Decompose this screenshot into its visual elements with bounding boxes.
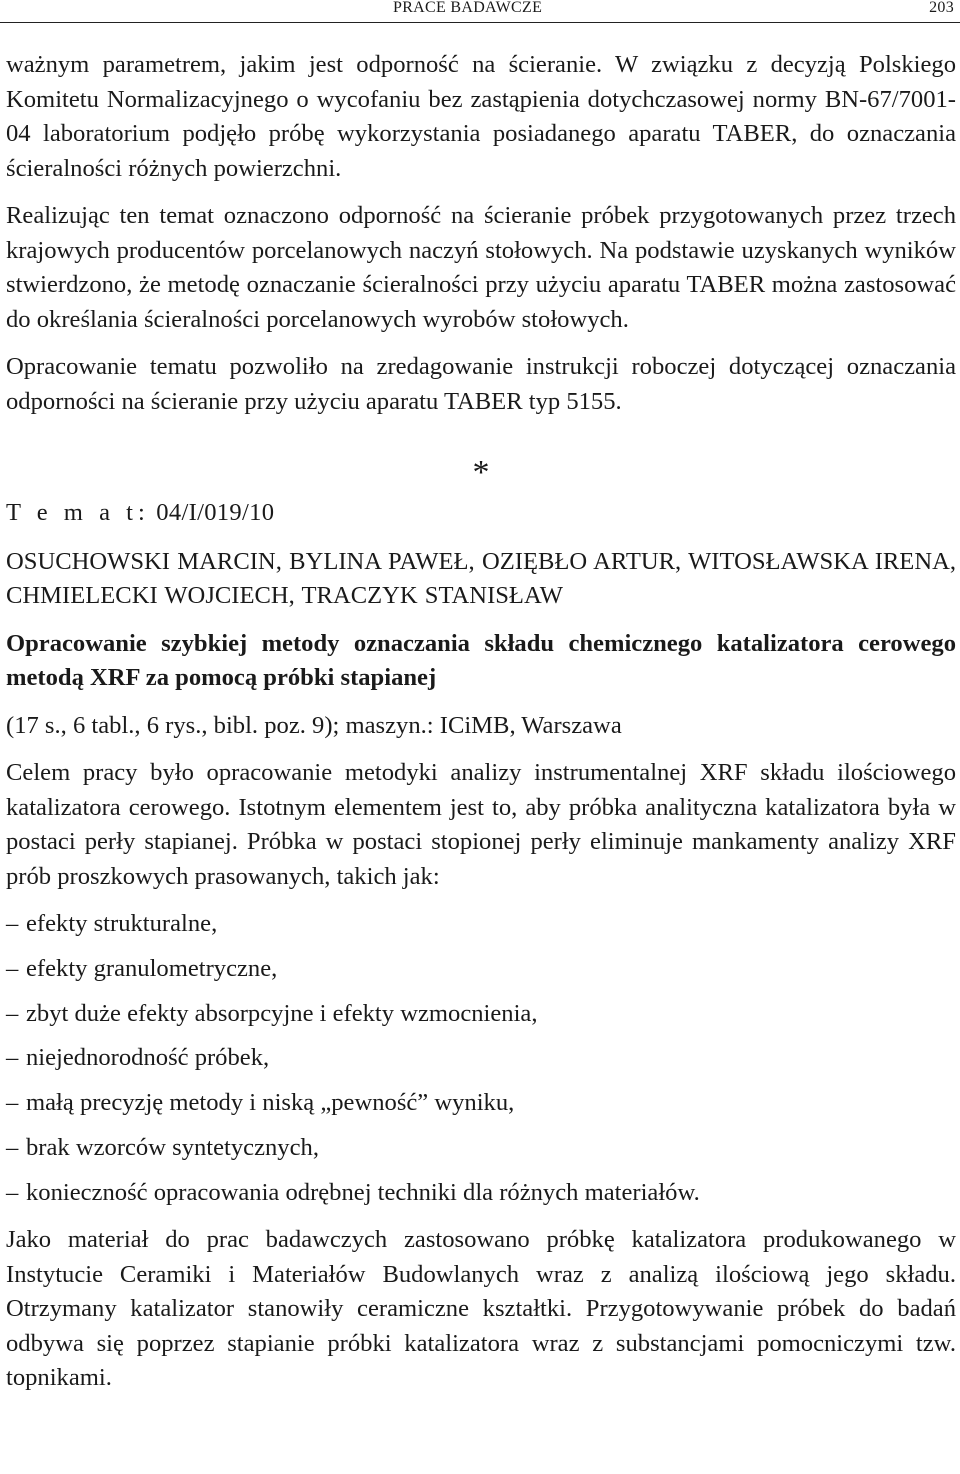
list-item [6, 1086, 956, 1121]
list-item-text: zbyt duże efekty absorpcyjne i efekty wzmocnienia, [26, 999, 538, 1027]
list-item [6, 1131, 956, 1166]
page-number: 203 [929, 0, 954, 16]
topic-code: 04/I/019/10 [156, 499, 275, 526]
list-item-text: niejednorodność próbek, [26, 1044, 270, 1072]
running-header [0, 0, 960, 23]
bibliographic-note: (17 s., 6 tabl., 6 rys., bibl. poz. 9); maszyn.: ICiMB, Warszawa [6, 711, 622, 739]
intro-paragraph: Opracowanie tematu pozwoliło na zredagowanie instrukcji roboczej dotyczącej oznaczania odporności na ścieranie przy użyciu aparatu TABER typ 5155. [6, 353, 956, 415]
list-dash: – [6, 1089, 19, 1117]
list-dash: – [6, 999, 19, 1027]
list-dash: – [6, 910, 19, 937]
authors-line: OSUCHOWSKI MARCIN, BYLINA PAWEŁ, OZIĘBŁO ARTUR, WITOSŁAWSKA IRENA, CHMIELECKI WOJCIECH, TRACZYK STANISŁAW [6, 547, 956, 609]
list-item [6, 1176, 956, 1211]
list-item-text: efekty strukturalne, [26, 910, 218, 937]
topic-label: T e m a t: [6, 499, 150, 526]
list-dash: – [6, 1178, 19, 1206]
work-title: Opracowanie szybkiej metody oznaczania składu chemicznego katalizatora cerowego metodą XRF za pomocą próbki stapianej [6, 629, 956, 691]
entry-paragraph: Celem pracy było opracowanie metodyki analizy instrumentalnej XRF składu ilościowego katalizatora cerowego. Istotnym elementem jest to, aby próbka analityczna katalizatora była w postaci perły stapianej. Próbka w postaci stopionej perły eliminuje mankamenty analizy XRF prób proszkowych prasowanych, takich jak: [6, 759, 956, 890]
list-item-text: małą precyzję metody i niską „pewność” wyniku, [26, 1089, 515, 1117]
list-item-text: konieczność opracowania odrębnej techniki dla różnych materiałów. [26, 1178, 700, 1206]
list-item [6, 997, 956, 1032]
list-dash: – [6, 954, 19, 982]
list-item-text: brak wzorców syntetycznych, [26, 1133, 319, 1161]
intro-paragraph: ważnym parametrem, jakim jest odporność na ścieranie. W związku z decyzją Polskiego Komitetu Normalizacyjnego o wycofaniu bez zastąpienia dotychczasowej normy BN-67/7001-04 laboratorium podjęło próbę wykorzystania posiadanego aparatu TABER, do oznaczania ścieralności różnych powierzchni. [6, 51, 956, 182]
list-item [6, 907, 956, 942]
section-separator: * [472, 454, 490, 491]
list-dash: – [6, 1133, 19, 1161]
list-dash: – [6, 1044, 19, 1072]
list-item [6, 952, 956, 987]
defects-list [6, 907, 956, 1210]
topic-line [6, 496, 956, 531]
entry-paragraph: Jako materiał do prac badawczych zastosowano próbkę katalizatora produkowanego w Instytucie Ceramiki i Materiałów Budowlanych wraz z analizą ilościową jego składu. Otrzymany katalizator stanowiły ceramiczne kształtki. Przygotowywanie próbek do badań odbywa się poprzez stapianie próbki katalizatora wraz z substancjami pomocniczymi tzw. topnikami. [6, 1226, 956, 1392]
intro-paragraph: Realizując ten temat oznaczono odporność na ścieranie próbek przygotowanych przez trzech krajowych producentów porcelanowych naczyń stołowych. Na podstawie uzyskanych wyników stwierdzono, że metodę oznaczanie ścieralności przy użyciu aparatu TABER można zastosować do określania ścieralności porcelanowych wyrobów stołowych. [6, 202, 956, 333]
list-item-text: efekty granulometryczne, [26, 954, 278, 982]
page-body [6, 48, 956, 1409]
running-title: PRACE BADAWCZE [393, 0, 543, 16]
list-item [6, 1041, 956, 1076]
